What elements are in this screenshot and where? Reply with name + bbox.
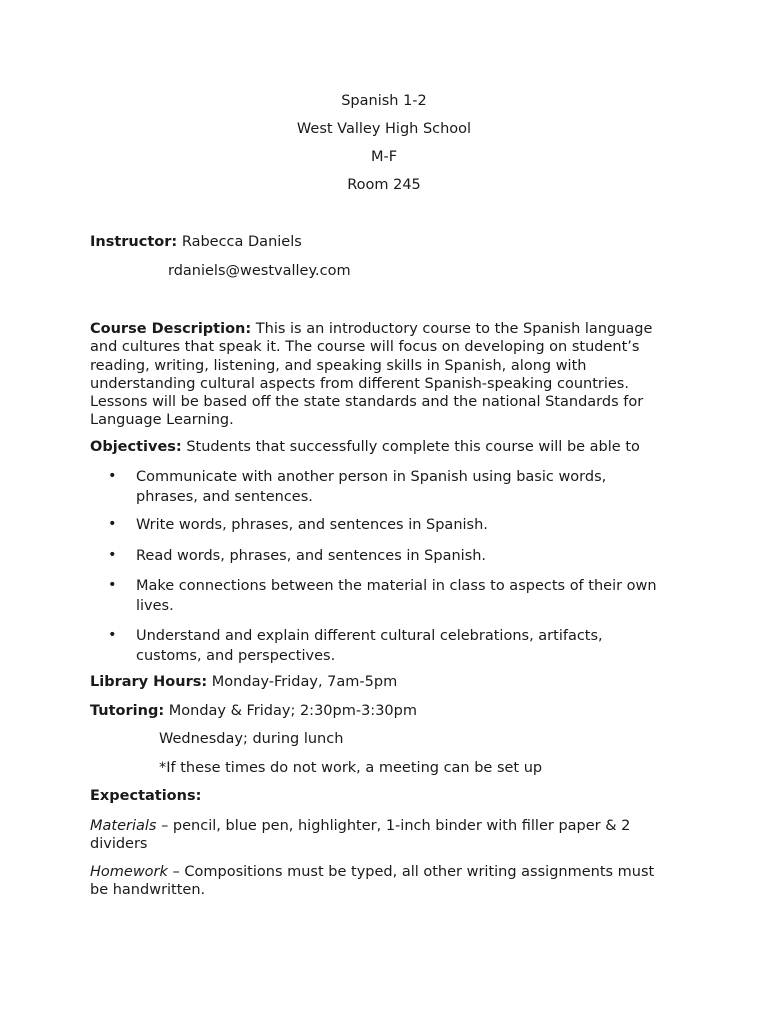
tutoring-wednesday: Wednesday; during lunch <box>159 731 344 747</box>
course-description-line: Course Description: This is an introductory course to the Spanish language <box>90 321 653 337</box>
bullet-icon: • <box>108 547 117 563</box>
bullet-icon: • <box>108 577 117 593</box>
course-description-line: Language Learning. <box>90 412 234 429</box>
tutoring-text: Monday & Friday; 2:30pm-3:30pm <box>164 703 417 719</box>
course-description <box>90 320 690 430</box>
room-number: Room 245 <box>347 177 421 193</box>
tutoring-line <box>90 703 417 719</box>
materials-label: Materials <box>90 818 157 834</box>
objectives-intro: Students that successfully complete this course will be able to <box>181 439 640 455</box>
tutoring-label: Tutoring: <box>90 703 165 719</box>
tutoring-note: *If these times do not work, a meeting can be set up <box>159 760 543 776</box>
library-hours-line <box>90 674 397 690</box>
instructor-name: Rabecca Daniels <box>181 234 302 250</box>
instructor-email: rdaniels@westvalley.com <box>168 263 351 279</box>
bullet-icon: • <box>108 468 117 484</box>
course-description-line: and cultures that speak it. The course will focus on developing on student’s <box>90 339 640 356</box>
bullet-icon: • <box>108 516 117 532</box>
expectations-heading: Expectations: <box>90 788 202 804</box>
objectives-label: Objectives: <box>90 439 182 455</box>
course-description-line: reading, writing, listening, and speaking skills in Spanish, along with <box>90 357 587 374</box>
materials-paragraph: Materials – pencil, blue pen, highlighter, 1-inch binder with filler paper & 2 dividers <box>90 818 631 853</box>
syllabus-page: Spanish 1-2 West Valley High School M-F Room 245 Instructor: Rabecca Daniels rdaniels@westvalley.com Course Description: This is an introductory course to the Spanish language and cultures that speak it. The course will focus on developing on student’s reading, writing, listening, and speaking skills in Spanish, along with understanding cultural aspects from different Spanish-speaking countries. Lessons will be based off the state standards and the national Standards for Language Learning. Objectives: Students that successfully complete this course will be able to • Communicate with another person in Spanish using basic words, phrases, and sentences. • Write words, phrases, and sentences in Spanish. • Read words, phrases, and sentences in Spanish. • Make connections between the material in class to aspects of their own lives. • Understand and explain different cultural celebrations, artifacts, customs, and perspectives. Library Hours: Monday-Friday, 7am-5pm Tutoring: Monday & Friday; 2:30pm-3:30pm Wednesday; during lunch *If these times do not work, a meeting can be set up Expectations: Materials – pencil, blue pen, highlighter, 1-inch binder with filler paper & 2 dividers Homework – Compositions must be typed, all other writing assignments must be handwritten. <box>0 0 768 1024</box>
bullet-icon: • <box>108 627 117 643</box>
course-description-label: Course Description: <box>90 321 252 337</box>
school-name: West Valley High School <box>296 121 472 137</box>
course-description-line: understanding cultural aspects from different Spanish-speaking countries. <box>90 375 629 392</box>
homework-paragraph: Homework – Compositions must be typed, all other writing assignments must be handwritten. <box>90 864 655 899</box>
homework-label: Homework <box>90 864 168 880</box>
course-description-line: Lessons will be based off the state standards and the national Standards for <box>90 394 644 411</box>
class-days: M-F <box>370 149 398 165</box>
instructor-label: Instructor: <box>90 234 178 250</box>
library-hours-label: Library Hours: <box>90 674 208 690</box>
library-hours-text: Monday-Friday, 7am-5pm <box>207 674 398 690</box>
objectives-line <box>90 439 640 455</box>
instructor-line <box>90 234 302 250</box>
course-title: Spanish 1-2 <box>341 93 427 109</box>
